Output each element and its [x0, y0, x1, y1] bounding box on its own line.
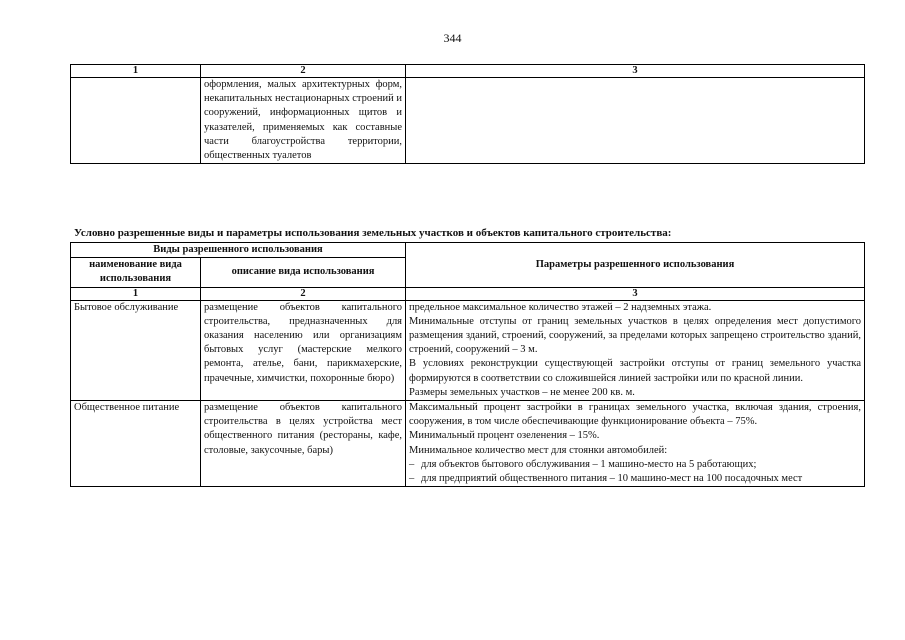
- use-description-cell: размещение объектов капитального строительства, предназначенных для оказания населению или организациям бытовых услуг (мастерские мелкого ремонта, ателье, бани, парикмахерские, прачечные, химчистки, похоронные бюро): [201, 300, 406, 400]
- group-header: Виды разрешенного использования: [71, 243, 406, 258]
- list-item-text: для объектов бытового обслуживания – 1 машино-место на 5 работающих;: [421, 458, 757, 470]
- parameters-cell: [406, 401, 865, 487]
- name-header: наименование вида использования: [71, 258, 201, 287]
- list-marker: –: [409, 458, 415, 470]
- column-number: 3: [406, 65, 865, 78]
- column-number-row: [71, 287, 865, 300]
- parameters-cell: [406, 300, 865, 400]
- section-title: Условно разрешенные виды и параметры использования земельных участков и объектов капитального строительства:: [74, 227, 672, 239]
- description-header: описание вида использования: [201, 258, 406, 287]
- use-name-cell: Общественное питание: [71, 401, 201, 487]
- column-number: 2: [201, 65, 406, 78]
- use-name-cell: Бытовое обслуживание: [71, 300, 201, 400]
- parameters-header: Параметры разрешенного использования: [406, 243, 865, 288]
- parameter-text: Минимальные отступы от границ земельных участков в целях определения мест допустимого размещения зданий, строений, сооружений, за пределами которых запрещено строительство зданий, строений, сооружений – 3 м.: [409, 315, 862, 356]
- column-number: 1: [71, 287, 201, 300]
- conditional-use-table: [70, 242, 865, 487]
- parameter-text: Минимальное количество мест для стоянки автомобилей:: [409, 444, 668, 456]
- top-table: [70, 64, 865, 164]
- use-description-cell: размещение объектов капитального строительства в целях устройства мест общественного питания (рестораны, кафе, столовые, закусочные, бары): [201, 401, 406, 487]
- parameter-text: В условиях реконструкции существующей застройки отступы от границ земельного участка формируются в соответствии со сложившейся линией застройки или по красной линии.: [409, 358, 862, 384]
- parameter-text: Минимальный процент озеленения – 15%.: [409, 430, 600, 442]
- parameter-text: предельное максимальное количество этажей – 2 надземных этажа.: [409, 301, 712, 313]
- table-row: [71, 78, 865, 164]
- parameter-text: Максимальный процент застройки в границах земельного участка, включая здания, строения, сооружения, в том числе обеспечивающие функционирование объекта – 75%.: [409, 402, 862, 428]
- column-number-row: [71, 65, 865, 78]
- table-row: [71, 401, 865, 487]
- page-number: 344: [443, 31, 462, 45]
- list-item: [409, 472, 861, 486]
- column-number: 2: [201, 287, 406, 300]
- use-name-cell: [71, 78, 201, 164]
- parameter-text: Размеры земельных участков – не менее 200 кв. м.: [409, 386, 635, 398]
- list-item: [409, 458, 861, 472]
- column-number: 1: [71, 65, 201, 78]
- list-item-text: для предприятий общественного питания – 10 машино-мест на 100 посадочных мест: [421, 473, 803, 485]
- parameters-cell: [406, 78, 865, 164]
- list-marker: –: [409, 473, 415, 485]
- column-number: 3: [406, 287, 865, 300]
- header-row: [71, 243, 865, 258]
- table-row: [71, 300, 865, 400]
- use-description-cell: оформления, малых архитектурных форм, некапитальных нестационарных строений и сооружений, информационных щитов и указателей, применяемых как составные части благоустройства территории, общественных туалетов: [201, 78, 406, 164]
